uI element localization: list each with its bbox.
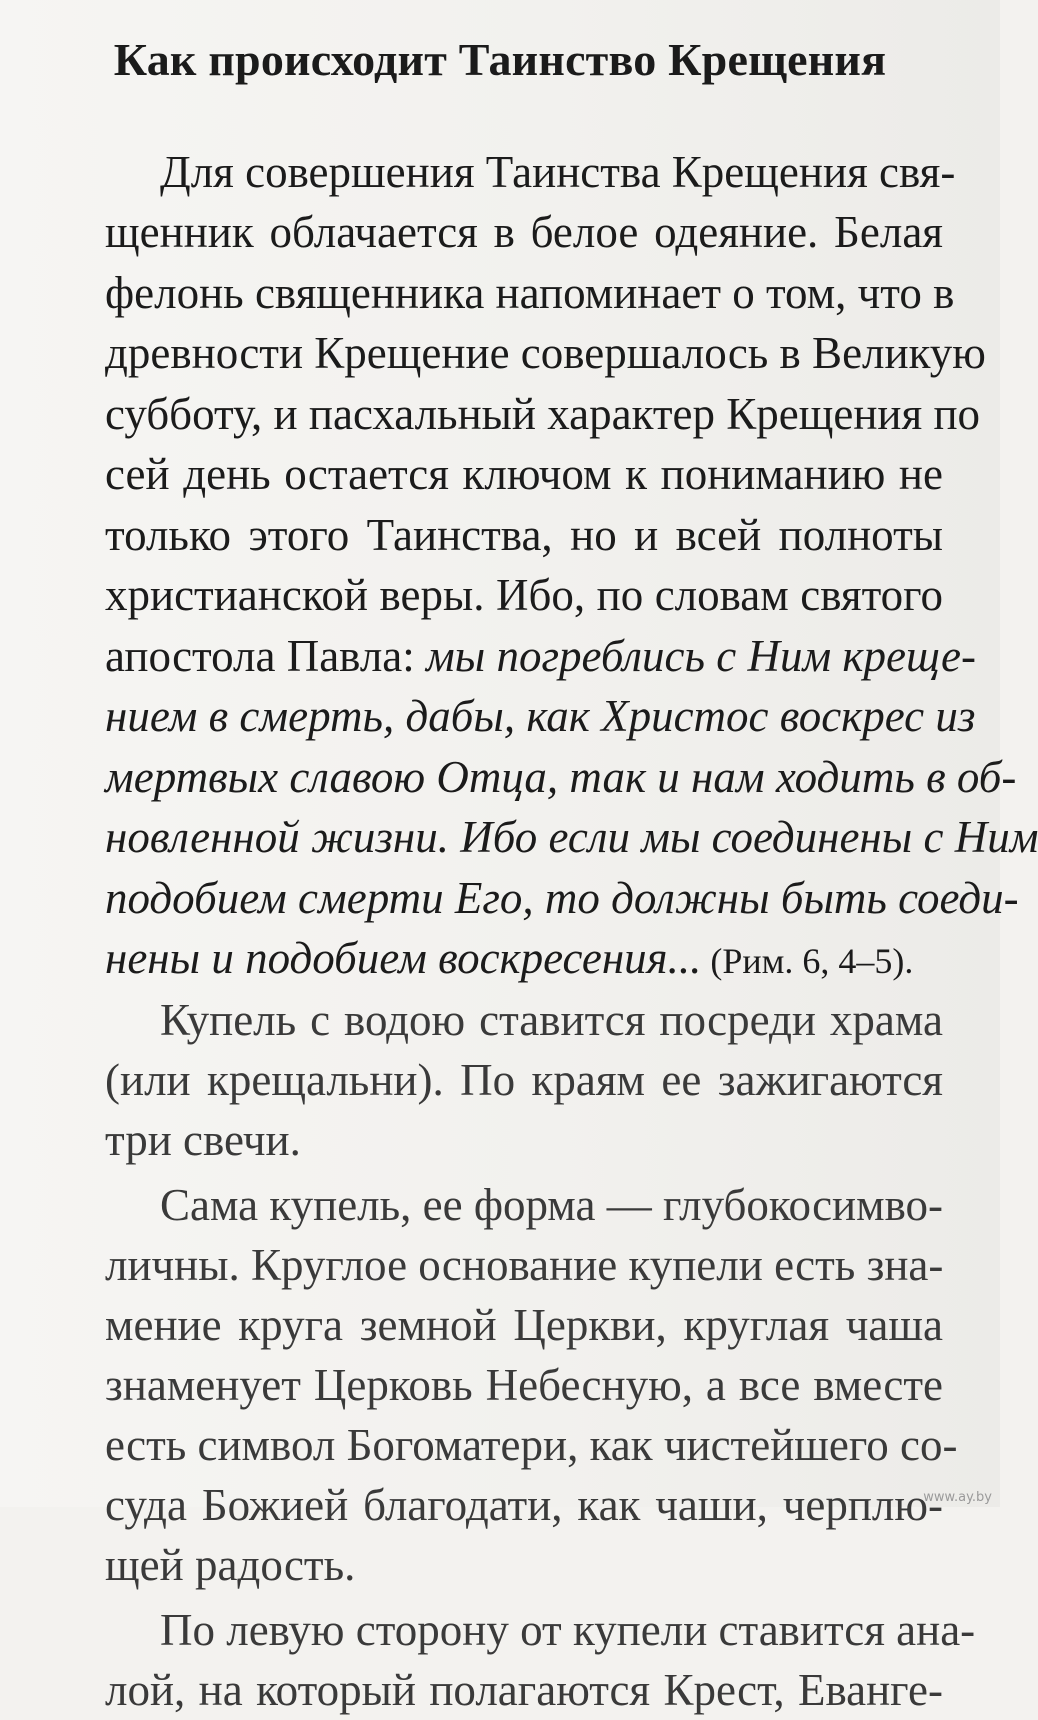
paragraph-1-line-9 bbox=[105, 626, 977, 686]
scripture-quote-start: мы погреблись с Ним креще- bbox=[426, 631, 977, 681]
paragraph-1-line-4: древности Крещение совершалось в Великую bbox=[105, 328, 986, 378]
paragraph-4-line-2: лой, на который полагаются Крест, Еванге- bbox=[105, 1665, 943, 1715]
paragraph-1-line-13: подобием смерти Его, то должны быть соеди- bbox=[105, 873, 1019, 923]
scripture-reference: (Рим. 6, 4–5). bbox=[701, 941, 914, 981]
paragraph-3-line-6: суда Божией благодати, как чаши, черплю- bbox=[105, 1480, 943, 1530]
paragraph-3-line-4: знаменует Церковь Небесную, а все вместе bbox=[105, 1360, 943, 1410]
paragraph-3-line-7: щей радость. bbox=[105, 1540, 356, 1590]
paragraph-1-line-7: только этого Таинства, но и всей полноты bbox=[105, 510, 943, 560]
line-9-normal-text: апостола Павла: bbox=[105, 631, 427, 681]
chapter-title: Как происходит Таинство Крещения bbox=[113, 34, 887, 85]
paragraph-1-line-1: Для совершения Таинства Крещения свя- bbox=[160, 147, 956, 197]
paragraph-3-line-1: Сама купель, ее форма — глубокосимво- bbox=[160, 1180, 944, 1230]
paragraph-2-line-3: три свечи. bbox=[105, 1115, 301, 1165]
paragraph-2-line-2: (или крещальни). По краям ее зажигаются bbox=[105, 1055, 943, 1105]
paragraph-1-line-8: христианской веры. Ибо, по словам святого bbox=[105, 570, 943, 620]
paragraph-1-line-10: нием в смерть, дабы, как Христос воскрес из bbox=[105, 691, 976, 741]
paragraph-3-line-5: есть символ Богоматери, как чистейшего со- bbox=[105, 1420, 958, 1470]
paragraph-3-line-2: личны. Круглое основание купели есть зна- bbox=[105, 1240, 944, 1290]
paragraph-1-line-5: субботу, и пасхальный характер Крещения по bbox=[105, 389, 981, 439]
paragraph-1-line-11: мертвых славою Отца, так и нам ходить в об- bbox=[105, 752, 1017, 802]
paragraph-3-line-3: мение круга земной Церкви, круглая чаша bbox=[105, 1300, 943, 1350]
paragraph-1-line-2: щенник облачается в белое одеяние. Белая bbox=[105, 207, 943, 257]
site-watermark: www.ay.by bbox=[923, 1490, 992, 1505]
paragraph-1-line-6: сей день остается ключом к пониманию не bbox=[105, 449, 943, 499]
paragraph-1-line-3: фелонь священника напоминает о том, что в bbox=[105, 268, 955, 318]
paragraph-1-line-14 bbox=[105, 928, 943, 991]
scripture-quote-end: нены и подобием воскресения... bbox=[105, 933, 702, 983]
paragraph-2-line-1: Купель с водою ставится посреди храма bbox=[160, 995, 943, 1045]
paragraph-4-line-1: По левую сторону от купели ставится ана- bbox=[160, 1605, 976, 1655]
paragraph-1-line-12: новленной жизни. Ибо если мы соединены с Ним bbox=[105, 812, 1038, 862]
